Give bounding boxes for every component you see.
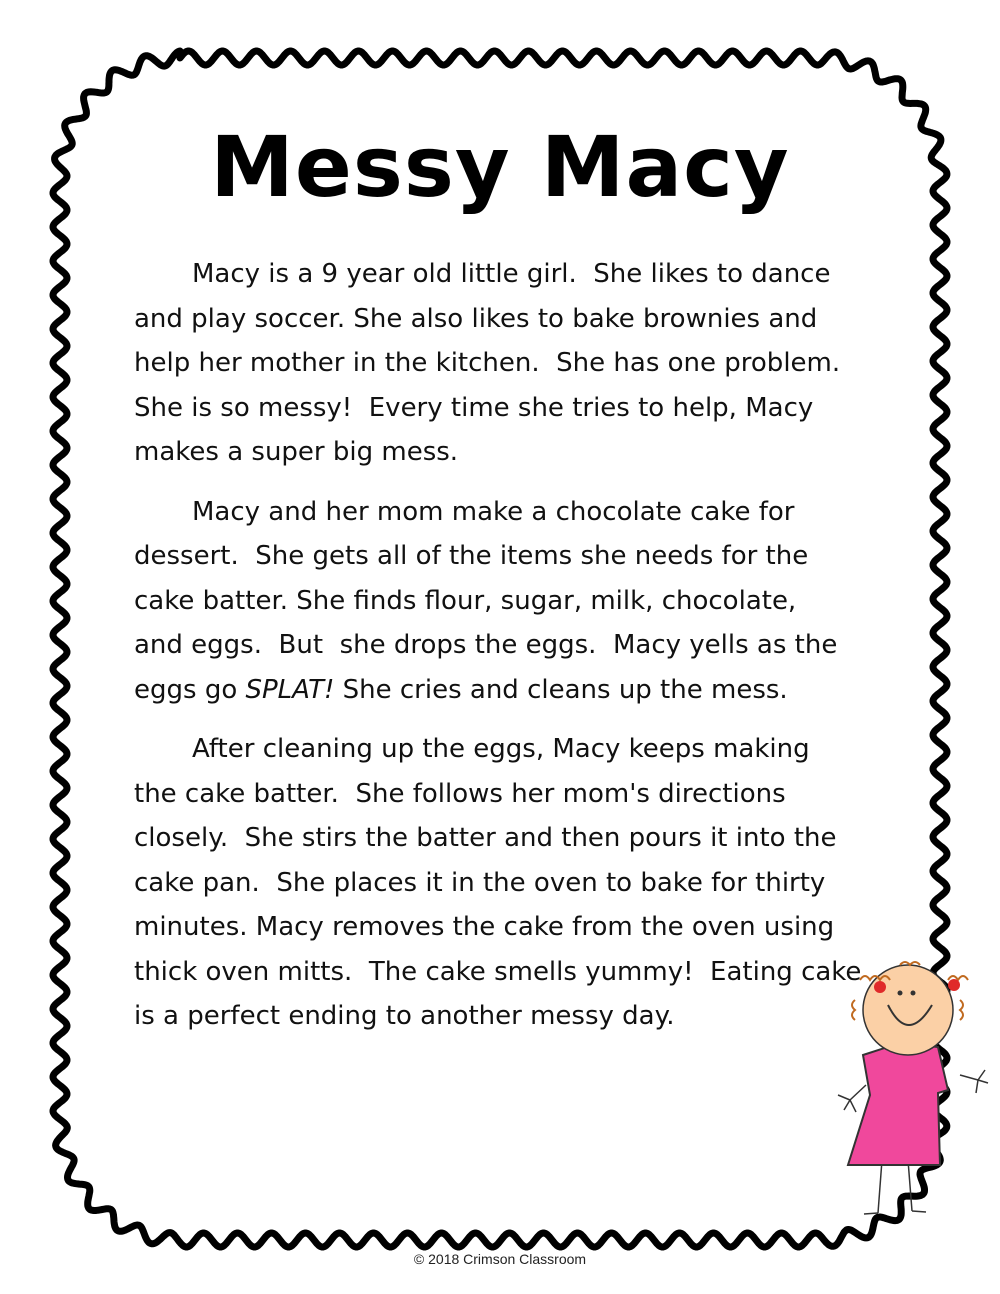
text-segment: She cries and cleans up the mess. [334,674,788,705]
copyright-footer: © 2018 Crimson Classroom [413,1251,587,1267]
story-line [134,994,864,1039]
text-segment: cake pan. She places it in the oven to bake for thirty [134,867,826,898]
text-segment: Macy and her mom make a chocolate cake for [192,496,795,527]
story-text [134,252,864,1054]
text-segment: eggs go [134,674,246,705]
story-line [134,905,864,950]
story-paragraph [134,252,864,475]
text-segment: is a perfect ending to another messy day. [134,1001,675,1031]
text-segment: help her mother in the kitchen. She has one problem. [134,348,841,378]
story-line [134,816,864,861]
story-line [134,386,864,431]
text-segment: After cleaning up the eggs, Macy keeps making [192,734,810,764]
text-segment: thick oven mitts. The cake smells yummy! Eating cake [134,956,862,987]
text-segment: closely. She stirs the batter and then pours it into the [134,823,837,853]
story-line [134,668,864,713]
text-segment: Macy is a 9 year old little girl. She likes to dance [192,259,831,289]
story-paragraph [134,727,864,1039]
page-title: Messy Macy [210,118,790,216]
text-segment: She is so messy! Every time she tries to help, Macy [134,392,814,423]
story-line [134,297,864,342]
text-segment: minutes. Macy removes the cake from the oven using [134,912,835,942]
girl-illustration [830,955,990,1225]
text-segment: the cake batter. She follows her mom's directions [134,778,786,809]
text-segment: dessert. She gets all of the items she needs for the [134,541,809,571]
text-segment: cake batter. She finds flour, sugar, milk, chocolate, [134,585,797,616]
story-line [134,772,864,817]
emphasis-text: SPLAT! [245,674,335,705]
text-segment: and eggs. But she drops the eggs. Macy yells as the [134,630,838,660]
story-paragraph [134,490,864,713]
story-line [134,579,864,624]
story-line [134,861,864,906]
story-line [134,950,864,995]
text-segment: and play soccer. She also likes to bake brownies and [134,303,818,334]
story-line [134,252,864,297]
text-segment: makes a super big mess. [134,437,459,467]
story-line [134,534,864,579]
story-line [134,490,864,535]
story-line [134,430,864,475]
story-line [134,727,864,772]
story-line [134,623,864,668]
story-line [134,341,864,386]
